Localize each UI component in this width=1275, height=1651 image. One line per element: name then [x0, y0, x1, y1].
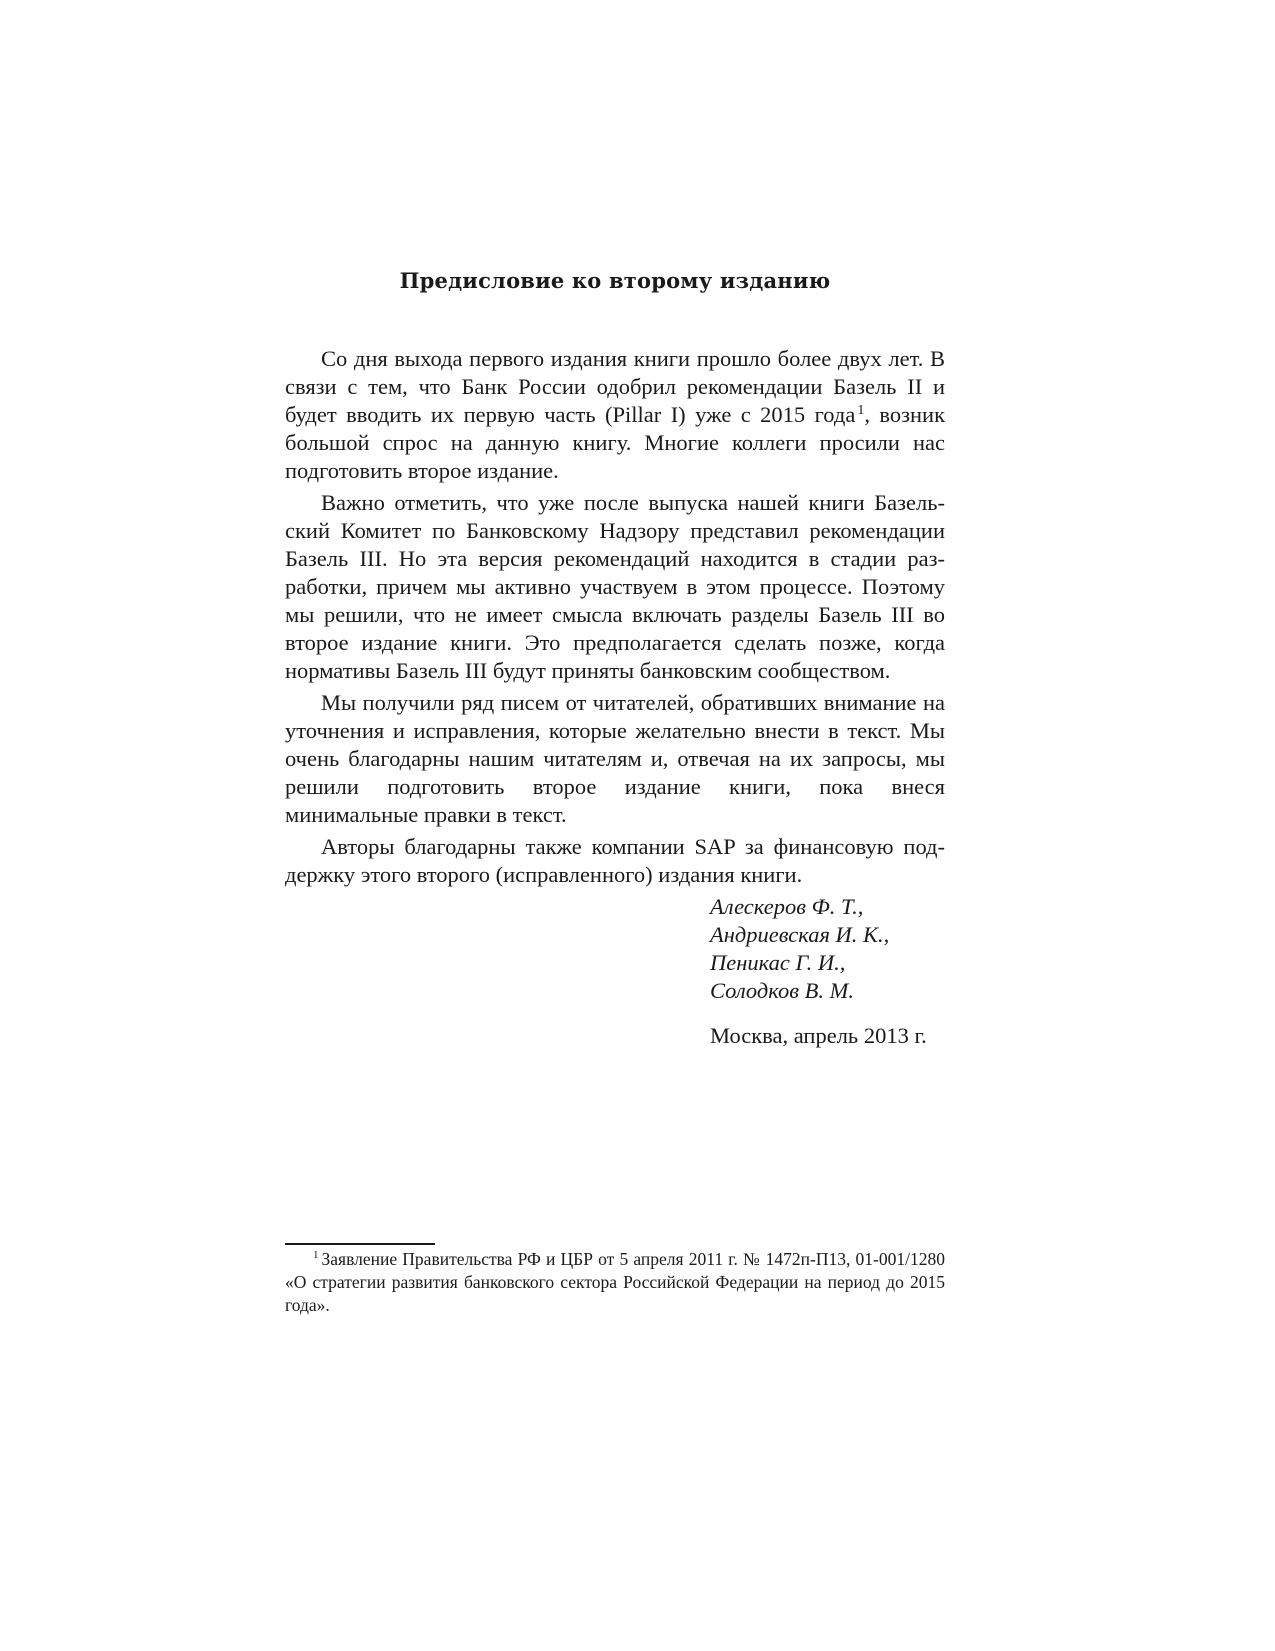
footnote — [285, 1248, 945, 1317]
authors-list — [710, 893, 889, 1005]
place-and-date: Москва, апрель 2013 г. — [710, 1023, 927, 1048]
author-3: Пеникас Г. И., — [710, 950, 846, 975]
paragraph-1-continuation: , возник большой спрос на данную книгу. Многие коллеги просили нас подготовить второе издание. — [285, 402, 945, 483]
paragraph-4: Авторы благодарны также компании SAP за финансовую поддержку этого второго (исправленного) издания книги. — [285, 834, 945, 887]
footnote-mark: 1 — [313, 1249, 319, 1262]
footnote-line — [285, 1248, 945, 1317]
footnote-text: Заявление Правительства РФ и ЦБР от 5 апреля 2011 г. № 1472п-П13, 01-001/1280 «О стратегии развития банковского сектора Российской Федерации на период до 2015 года». — [285, 1249, 945, 1315]
author-4: Солодков В. М. — [710, 978, 854, 1003]
footnote-divider — [285, 1243, 435, 1245]
author-2: Андриевская И. К., — [710, 922, 890, 947]
author-1: Алескеров Ф. Т., — [710, 894, 864, 919]
preface-body — [285, 345, 945, 893]
paragraph-1 — [285, 345, 945, 485]
paragraph-2: Важно отметить, что уже после выпуска нашей книги Базельский Комитет по Банковскому Надзору представил рекомендации Базель III. Но эта версия рекомендаций находится в стадии разработки, причем мы активно участвуем в этом процессе. Поэтому мы решили, что не имеет смысла включать разделы Базель III во второе издание книги. Это предполагается сделать позже, когда нормативы Базель III будут приняты банковским сообществом. — [285, 490, 945, 683]
footnote-reference-mark: 1 — [857, 402, 865, 418]
page-title: Предисловие ко второму изданию — [399, 268, 831, 293]
paragraph-3: Мы получили ряд писем от читателей, обративших внимание на уточнения и исправления, которые желательно внести в текст. Мы очень благодарны нашим читателям и, отвечая на их запросы, мы решили подготовить второе издание книги, пока внеся минимальные правки в текст. — [285, 690, 945, 827]
paragraph-1-text: Со дня выхода первого издания книги прошло более двух лет. В связи с тем, что Банк России одобрил рекомендации Базель II и будет вводить их первую часть (Pillar I) уже с 2015 года — [285, 346, 945, 427]
